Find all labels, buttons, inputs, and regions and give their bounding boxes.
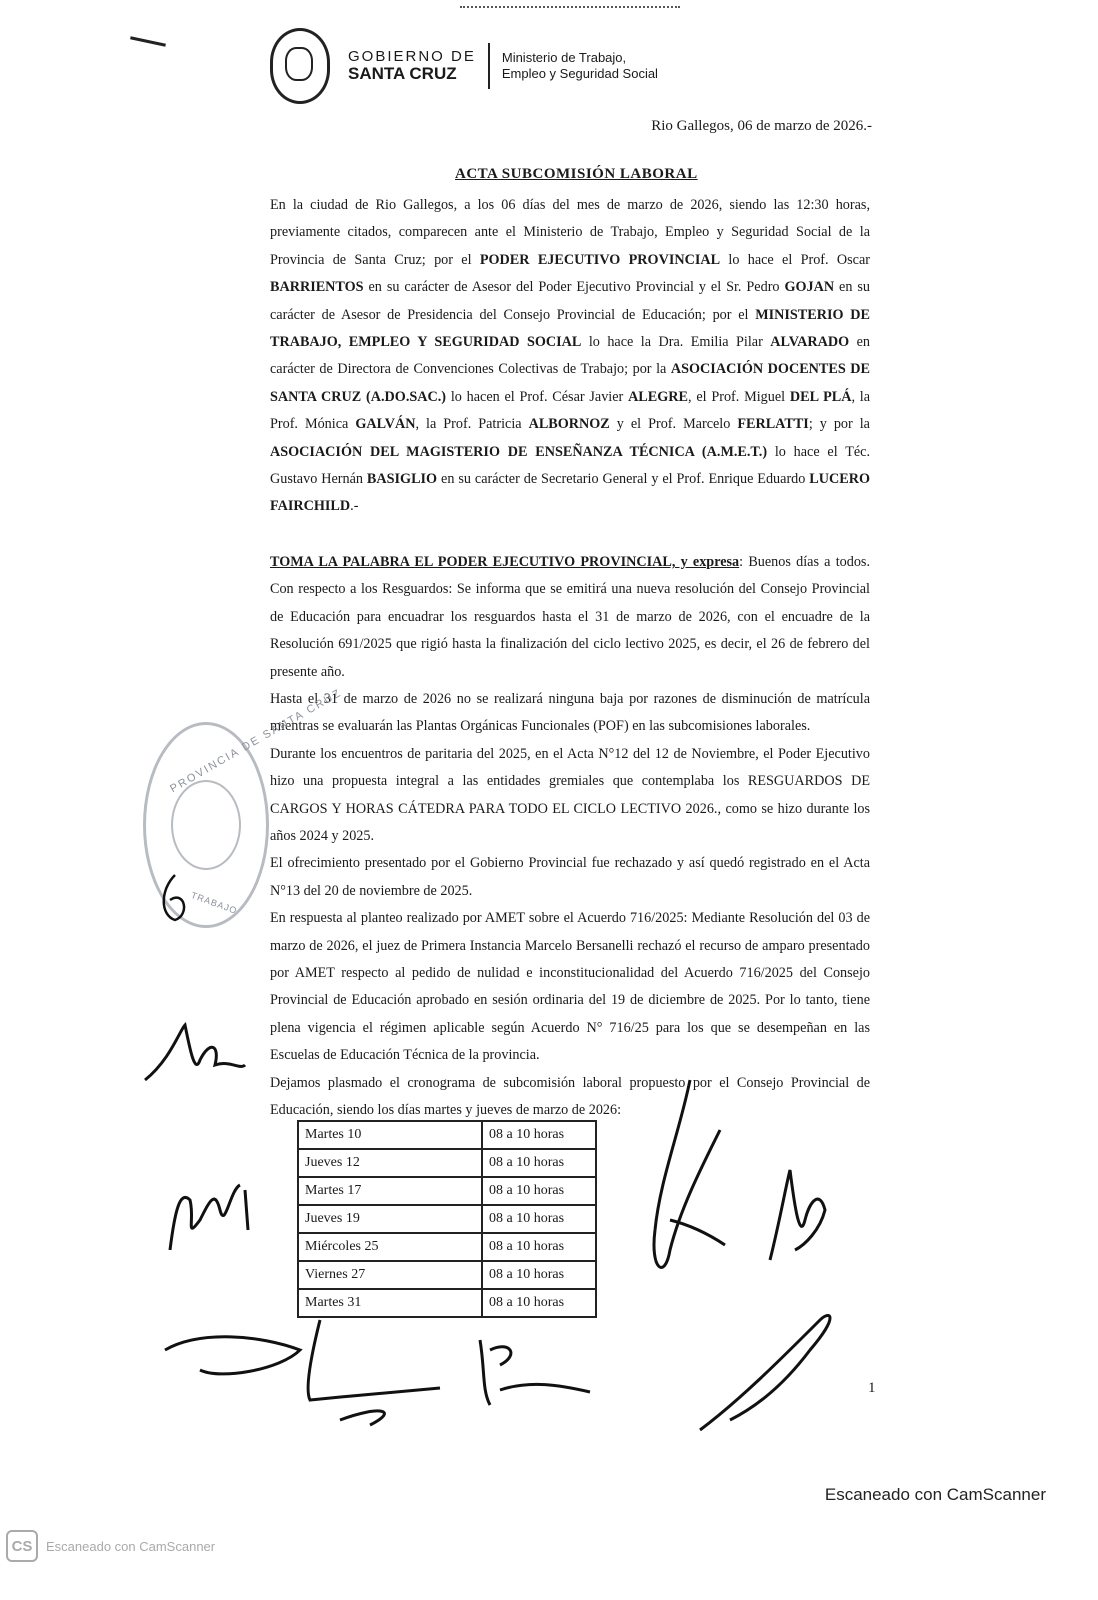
- speech-text: : Buenos días a todos. Con respecto a los Resguardos: Se informa que se emitirá una nueva resolución del Consejo Provincial de Educación para encuadrar los resguardos hasta el 31 de marzo de 2026, con el encuadre de la Resolución 691/2025 que rigió hasta la finalización del ciclo lectivo 2025, es decir, el 26 de febrero del presente año.: [270, 553, 870, 680]
- speech-paragraph-3: Durante los encuentros de paritaria del 2025, en el Acta N°12 del 12 de Noviembre, el Poder Ejecutivo hizo una propuesta integral a las entidades gremiales que contemplaba los RESGUARDOS DE CARGOS Y HORAS CÁTEDRA PARA TODO EL CICLO LECTIVO 2026., como se hizo durante los años 2024 y 2025.: [270, 745, 870, 844]
- scanner-watermark: Escaneado con CamScanner: [824, 1485, 1046, 1504]
- schedule-hours: 08 a 10 horas: [482, 1233, 596, 1261]
- signature-6: [690, 1300, 870, 1440]
- speech-paragraph-6: Dejamos plasmado el cronograma de subcomisión laboral propuesto por el Consejo Provincial de Educación, siendo los días martes y jueves de marzo de 2026:: [270, 1074, 870, 1118]
- speech-heading: TOMA LA PALABRA EL PODER EJECUTIVO PROVINCIAL, y expresa: [270, 553, 740, 570]
- intro-text: en carácter de Directora de Convenciones Colectivas de Trabajo; por la: [270, 334, 870, 378]
- speech-paragraph-2: Hasta el 31 de marzo de 2026 no se realizará ninguna baja por razones de disminución de matrícula mientras se evaluarán las Plantas Orgánicas Funcionales (POF) en las subcomisiones laborales.: [270, 690, 870, 735]
- scanner-footer-text: Escaneado con CamScanner: [46, 1538, 216, 1554]
- intro-bold: LUCERO FAIRCHILD: [270, 471, 870, 515]
- intro-text: , el Prof. Miguel: [687, 388, 790, 405]
- schedule-day: Martes 31: [298, 1289, 482, 1317]
- intro-text: .-: [350, 498, 359, 515]
- document-date: Rio Gallegos, 06 de marzo de 2026.-: [651, 118, 872, 134]
- schedule-day: Jueves 12: [298, 1149, 482, 1177]
- intro-text: ; y por la: [808, 416, 870, 433]
- intro-text: en su carácter de Asesor de Presidencia del Consejo Provincial de Educación; por el: [270, 279, 870, 323]
- speech-paragraph-4: El ofrecimiento presentado por el Gobierno Provincial fue rechazado y así quedó registrado en el Acta N°13 del 20 de noviembre de 2025.: [270, 855, 870, 899]
- speech-paragraph-1: [270, 549, 870, 686]
- schedule-day: Martes 10: [298, 1121, 482, 1149]
- camscanner-logo-icon: CS: [6, 1530, 38, 1562]
- intro-bold: ALBORNOZ: [528, 416, 610, 433]
- signature-3: [160, 1310, 620, 1440]
- schedule-hours: 08 a 10 horas: [482, 1177, 596, 1205]
- speech-paragraph-5: En respuesta al planteo realizado por AMET sobre el Acuerdo 716/2025: Mediante Resolución del 03 de marzo de 2026, el juez de Primera Instancia Marcelo Bersanelli rechazó el recurso de amparo presentado por AMET respecto al pedido de nulidad e inconstitucionalidad del Acuerdo 716/2025 del Consejo Provincial de Educación aprobado en sesión ordinaria del 19 de diciembre de 2025. Por lo tanto, tiene plena vigencia el régimen aplicable según Acuerdo N° 716/25 para los que se desempeñan en las Escuelas de Educación Técnica de la provincia.: [270, 910, 870, 1064]
- stamp-emblem-icon: [171, 780, 241, 870]
- intro-bold: GOJAN: [784, 279, 835, 296]
- table-row: [298, 1233, 596, 1261]
- intro-text: , la Prof. Patricia: [415, 416, 529, 433]
- intro-text: , la Prof. Mónica: [270, 388, 871, 433]
- paragraph-gap: [270, 521, 870, 549]
- schedule-day: Viernes 27: [298, 1261, 482, 1289]
- scanner-footer: [6, 1530, 215, 1562]
- intro-text: lo hace el Prof. Oscar: [720, 251, 870, 268]
- signature-1: [140, 1020, 250, 1090]
- table-row: [298, 1121, 596, 1149]
- intro-bold: ALEGRE: [628, 388, 688, 405]
- intro-text: y el Prof. Marcelo: [609, 416, 738, 433]
- intro-bold: ASOCIACIÓN DOCENTES DE SANTA CRUZ (A.DO.SAC.): [270, 361, 870, 405]
- signature-4: [630, 1070, 750, 1290]
- intro-bold: PODER EJECUTIVO PROVINCIAL: [479, 251, 721, 268]
- intro-bold: DEL PLÁ: [789, 388, 852, 405]
- schedule-day: Miércoles 25: [298, 1233, 482, 1261]
- gov-line2: SANTA CRUZ: [348, 63, 457, 83]
- table-row: [298, 1149, 596, 1177]
- ministry-name: [502, 50, 658, 81]
- intro-paragraph: [270, 192, 870, 521]
- signature-5: [750, 1150, 840, 1280]
- ministry-line1: Ministerio de Trabajo,: [501, 50, 627, 66]
- header-divider: [488, 43, 490, 89]
- schedule-hours: 08 a 10 horas: [482, 1205, 596, 1233]
- intro-text: en su carácter de Secretario General y el Prof. Enrique Eduardo: [437, 471, 810, 488]
- handwritten-mark-2: [155, 870, 195, 930]
- ministry-line2: Empleo y Seguridad Social: [501, 66, 658, 81]
- intro-text: lo hace el Téc. Gustavo Hernán: [270, 443, 871, 488]
- scan-artifact-line: [460, 0, 680, 8]
- letterhead: [270, 28, 658, 104]
- intro-text: En la ciudad de Rio Gallegos, a los 06 días del mes de marzo de 2026, siendo las 12:30 horas, previamente citados, comparecen ante el Ministerio de Trabajo, Empleo y Seguridad Social de la Provincia de Santa Cruz; por el: [270, 197, 870, 268]
- signature-2: [160, 1170, 260, 1260]
- document-body: [270, 192, 870, 1124]
- schedule-day: Jueves 19: [298, 1205, 482, 1233]
- schedule-hours: 08 a 10 horas: [482, 1289, 596, 1317]
- intro-bold: ALVARADO: [770, 334, 850, 351]
- intro-bold: BASIGLIO: [366, 471, 438, 488]
- intro-bold: ASOCIACIÓN DEL MAGISTERIO DE ENSEÑANZA TÉCNICA (A.M.E.T.): [270, 443, 768, 460]
- intro-bold: BARRIENTOS: [270, 279, 364, 296]
- schedule-hours: 08 a 10 horas: [482, 1121, 596, 1149]
- schedule-table: [297, 1120, 597, 1318]
- intro-bold: GALVÁN: [355, 416, 416, 433]
- stamp-text-top: PROVINCIA DE SANTA CRUZ: [168, 686, 345, 796]
- schedule-day: Martes 17: [298, 1177, 482, 1205]
- intro-bold: FERLATTI: [737, 416, 809, 433]
- government-name: [348, 49, 476, 83]
- intro-bold: MINISTERIO DE TRABAJO, EMPLEO Y SEGURIDAD SOCIAL: [270, 306, 870, 351]
- intro-text: lo hace la Dra. Emilia Pilar: [581, 334, 771, 351]
- table-row: [298, 1205, 596, 1233]
- intro-text: lo hacen el Prof. César Javier: [446, 388, 629, 405]
- intro-text: en su carácter de Asesor del Poder Ejecutivo Provincial y el Sr. Pedro: [363, 279, 785, 296]
- page-number: 1: [868, 1380, 876, 1396]
- schedule-hours: 08 a 10 horas: [482, 1149, 596, 1177]
- handwritten-mark: [130, 36, 166, 46]
- schedule-hours: 08 a 10 horas: [482, 1261, 596, 1289]
- document-title: ACTA SUBCOMISIÓN LABORAL: [455, 166, 698, 182]
- table-row: [298, 1177, 596, 1205]
- stamp-text-bottom: TRABAJO: [189, 890, 239, 916]
- gov-line1: GOBIERNO DE: [348, 48, 476, 66]
- province-seal-icon: [270, 28, 330, 104]
- table-row: [298, 1261, 596, 1289]
